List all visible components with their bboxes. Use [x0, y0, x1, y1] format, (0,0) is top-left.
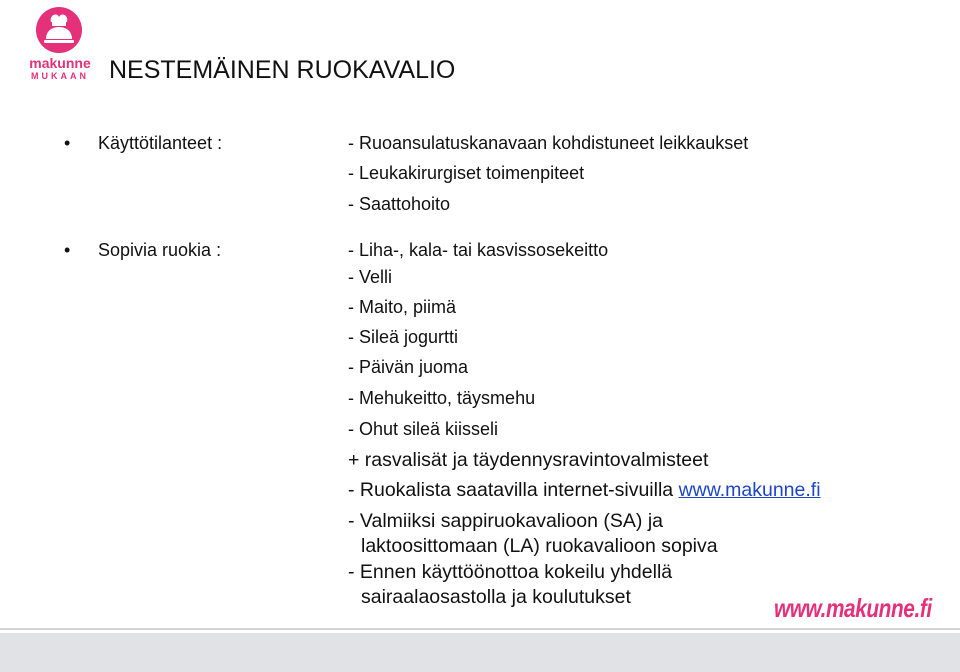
- logo-brand-text: makunne: [29, 55, 91, 71]
- special-diet-note-line1: - Valmiiksi sappiruokavalioon (SA) ja: [348, 510, 664, 532]
- list-item: - Ohut sileä kiisseli: [348, 419, 499, 439]
- makunne-logo: [28, 4, 92, 84]
- list-item: - Velli: [348, 267, 393, 287]
- bullet-icon: •: [64, 240, 71, 260]
- chef-hat-dome-icon: [35, 6, 83, 54]
- trial-note-line2: sairaalaosastolla ja koulutukset: [361, 586, 631, 608]
- logo-sub-text: MUKAAN: [31, 71, 89, 81]
- list-item: - Saattohoito: [348, 194, 451, 214]
- section-label-usage: Käyttötilanteet :: [98, 133, 223, 153]
- trial-note-line1: - Ennen käyttöönottoa kokeilu yhdellä: [348, 561, 673, 583]
- list-item: - Ruoansulatuskanavaan kohdistuneet leikkaukset: [348, 133, 749, 153]
- supplements-note: + rasvalisät ja täydennysravintovalmisteet: [348, 449, 709, 471]
- page-title: NESTEMÄINEN RUOKAVALIO: [109, 56, 456, 84]
- footer-divider: [0, 628, 960, 630]
- special-diet-note-line2: laktoosittomaan (LA) ruokavalioon sopiva: [361, 535, 718, 557]
- list-item: - Sileä jogurtti: [348, 327, 459, 347]
- footer-bar: [0, 633, 960, 672]
- list-item: - Mehukeitto, täysmehu: [348, 388, 536, 408]
- list-item: - Päivän juoma: [348, 357, 469, 377]
- makunne-link[interactable]: www.makunne.fi: [678, 479, 821, 501]
- list-item: - Leukakirurgiset toimenpiteet: [348, 163, 585, 183]
- section-label-foods: Sopivia ruokia :: [98, 240, 222, 260]
- list-item: - Liha-, kala- tai kasvissosekeitto: [348, 240, 609, 260]
- list-item: - Maito, piimä: [348, 297, 457, 317]
- menu-note-text: - Ruokalista saatavilla internet-sivuilla: [348, 479, 679, 501]
- bullet-icon: •: [64, 133, 71, 153]
- menu-note: [348, 479, 821, 502]
- footer-brand-logo: www.makunne.fi: [774, 593, 932, 623]
